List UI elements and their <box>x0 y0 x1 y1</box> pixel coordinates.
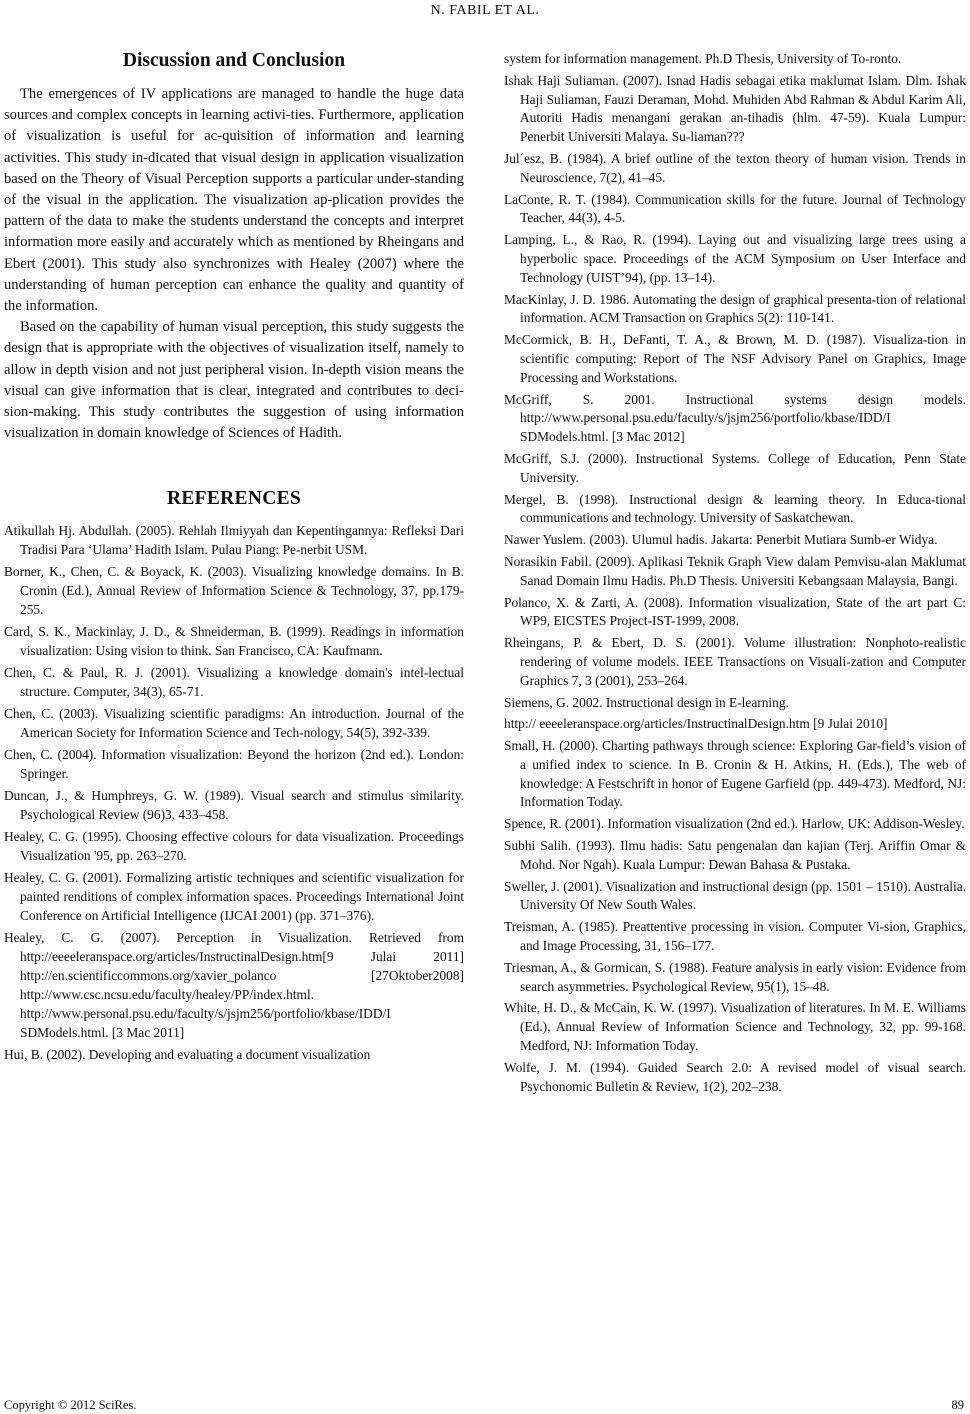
discussion-paragraph: The emergences of IV applications are managed to handle the huge data sources and complex concepts in learning activi-ties. Furthermore, application of visualization is useful for ac-quisition of information and learning activities. This study in-dicated that visual design in application visualization based on the Theory of Visual Perception supports a particular under-standing of the visual in the application. The visualization ap-plication provides the pattern of the data to make the students understand the concepts and interpret information more easily and accurately which as mentioned by Rheingans and Ebert (2001). This study also synchronizes with Healey (2007) where the understanding of human perception can enhance the quality and quantity of the information. <box>4 86 464 315</box>
reference-item: McGriff, S. 2001. Instructional systems design models. http://www.personal.psu.edu/faculty/s/jsjm256/portfolio/kbase/IDD/I SDModels.html. [3 Mac 2012] <box>504 391 966 445</box>
right-column <box>504 50 966 1099</box>
reference-item: Ishak Haji Suliaman. (2007). Isnad Hadis sebagai etika maklumat Islam. Dlm. Ishak Haji Suliaman, Fauzi Deraman, Mohd. Muhiden Abd Rahman & Abdul Karim Ali, Autoriti Hadis menangani gerakan an-tihadis (hlm. 47-59). Kuala Lumpur: Penerbit Universiti Malaya. Su-liaman??? <box>504 72 966 145</box>
reference-item: Chen, C. & Paul, R. J. (2001). Visualizing a knowledge domain's intel-lectual structure. Computer, 34(3), 65-71. <box>4 665 464 700</box>
reference-item: Siemens, G. 2002. Instructional design in E-learning. <box>504 694 789 710</box>
references-list-right <box>504 50 966 1096</box>
reference-item: system for information management. Ph.D Thesis, University of To-ronto. <box>504 51 902 66</box>
reference-item: Card, S. K., Mackinlay, J. D., & Shneiderman, B. (1999). Readings in information visualization: Using vision to think. San Francisco, CA: Kaufmann. <box>4 624 464 659</box>
reference-item: McCormick, B. H., DeFanti, T. A., & Brown, M. D. (1987). Visualiza-tion in scientific computing: Report of The NSF Advisory Panel on Graphics, Image Processing and Workstations. <box>504 332 966 385</box>
reference-item: Healey, C. G. (2001). Formalizing artistic techniques and scientific visualization for painted renditions of complex information spaces. Proceedings International Joint Conference on Artificial Intelligence (IJCAI 2001) (pp. 371–376). <box>4 870 464 924</box>
reference-item: Wolfe, J. M. (1994). Guided Search 2.0: A revised model of visual search. Psychonomic Bulletin & Review, 1(2), 202–238. <box>504 1059 966 1094</box>
reference-item: Polanco, X. & Zarti, A. (2008). Information visualization, State of the art part C: WP9, EICSTES Project-IST-1999, 2008. <box>504 594 966 629</box>
running-head: N. FABIL ET AL. <box>430 3 540 18</box>
reference-item: Healey, C. G. (2007). Perception in Visualization. Retrieved from http://eeeeleranspace.org/articles/InstructinalDesign.htm[9 Julai 2011] http://en.scientificcommons.org/xavier_polanco [27Oktober2008] http://www.csc.ncsu.edu/faculty/healey/PP/index.html. http://www.personal.psu.edu/faculty/s/jsjm256/portfolio/kbase/IDD/I SDModels.html. [3 Mac 2011] <box>4 930 464 1041</box>
copyright-notice: Copyright © 2012 SciRes. <box>4 1398 137 1412</box>
reference-item: Jul´esz, B. (1984). A brief outline of the texton theory of human vision. Trends in Neuroscience, 7(2), 41–45. <box>504 150 966 185</box>
reference-item: Spence, R. (2001). Information visualization (2nd ed.). Harlow, UK: Addison-Wesley. <box>504 816 965 832</box>
reference-item: Rheingans, P. & Ebert, D. S. (2001). Volume illustration: Nonphoto-realistic rendering of volume models. IEEE Transactions on Visuali-zation and Computer Graphics 7, 3 (2001), 253–264. <box>504 635 966 688</box>
reference-item: LaConte, R. T. (1984). Communication skills for the future. Journal of Technology Teacher, 44(3), 4-5. <box>504 191 966 226</box>
reference-item: Duncan, J., & Humphreys, G. W. (1989). Visual search and stimulus similarity. Psychological Review (96)3, 433–458. <box>4 788 464 823</box>
reference-item: Hui, B. (2002). Developing and evaluating a document visualization <box>4 1047 371 1063</box>
reference-item: Small, H. (2000). Charting pathways through science: Exploring Gar-field’s vision of a unified index to science. In B. Cronin & H. Atkins, H. (Eds.), The web of knowledge: A Festschrift in honor of Eugene Garfield (pp. 449-473). Medford, NJ: Information Today. <box>504 738 966 810</box>
reference-item: Mergel, B. (1998). Instructional design & learning theory. In Educa-tional communications and technology. University of Saskatchewan. <box>504 491 966 526</box>
reference-item: Treisman, A. (1985). Preattentive processing in vision. Computer Vi-sion, Graphics, and Image Processing, 31, 156–177. <box>504 919 966 954</box>
section-title-discussion: Discussion and Conclusion <box>122 50 346 71</box>
reference-item: Borner, K., Chen, C. & Boyack, K. (2003). Visualizing knowledge domains. In B. Cronin (Ed.), Annual Review of Information Science & Technology, 37, pp.179-255. <box>4 564 464 618</box>
reference-item: Chen, C. (2004). Information visualization: Beyond the horizon (2nd ed.). London: Springer. <box>4 747 464 782</box>
left-column <box>4 48 464 1067</box>
references-list-left <box>4 521 464 1064</box>
reference-item: Atikullah Hj. Abdullah. (2005). Rehlah Ilmiyyah dan Kepentingannya: Refleksi Dari Tradisi Para ‘Ulama’ Hadith Islam. Pulau Piang: Pe-nerbit USM. <box>4 523 464 558</box>
reference-item: MacKinlay, J. D. 1986. Automating the design of graphical presenta-tion of relational information. ACM Transaction on Graphics 5(2): 110-141. <box>504 291 966 326</box>
discussion-paragraph: Based on the capability of human visual perception, this study suggests the design that is appropriate with the objectives of visualization itself, namely to allow in depth vision and not just peripheral vision. In-depth vision means the visual can give information that is clear, integrated and contributes to deci-sion-making. This study contributes the suggestion of using information visualization in domain knowledge of Sciences of Hadith. <box>4 319 464 442</box>
reference-item: Nawer Yuslem. (2003). Ulumul hadis. Jakarta: Penerbit Mutiara Sumb-er Widya. <box>504 532 938 548</box>
reference-item: Triesman, A., & Gormican, S. (1988). Feature analysis in early vision: Evidence from search asymmetries. Psychological Review, 95(1), 15–48. <box>504 959 966 994</box>
reference-item: Lamping, L., & Rao, R. (1994). Laying out and visualizing large trees using a hyperbolic space. Proceedings of the ACM Symposium on User Interface and Technology (UIST’94), (pp. 13–14). <box>504 232 966 285</box>
reference-item: Sweller, J. (2001). Visualization and instructional design (pp. 1501 – 1510). Australia. University Of New South Wales. <box>504 878 966 913</box>
reference-item: White, H. D., & McCain, K. W. (1997). Visualization of literatures. In M. E. Williams (Ed.), Annual Review of Information Science and Technology, 32, pp. 99-168. Medford, NJ: Information Today. <box>504 1000 966 1054</box>
reference-item: Healey, C. G. (1995). Choosing effective colours for data visualization. Proceedings Visualization '95, pp. 263–270. <box>4 829 464 864</box>
reference-item: http:// eeeeleranspace.org/articles/InstructinalDesign.htm [9 Julai 2010] <box>504 716 888 732</box>
reference-item: McGriff, S.J. (2000). Instructional Systems. College of Education, Penn State University. <box>504 450 966 485</box>
reference-item: Chen, C. (2003). Visualizing scientific paradigms: An introduction. Journal of the American Society for Information Science and Tech-nology, 54(5), 392-339. <box>4 706 464 741</box>
reference-item: Subhi Salih. (1993). Ilmu hadis: Satu pengenalan dan kajian (Terj. Ariffin Omar & Mohd. Nor Ngah). Kuala Lumpur: Dewan Bahasa & Pustaka. <box>504 838 966 872</box>
reference-item: Norasikin Fabil. (2009). Aplikasi Teknik Graph View dalam Pemvisu-alan Maklumat Sanad Domain Ilmu Hadis. Ph.D Thesis. Universiti Kebangsaan Malaysia, Bangi. <box>504 553 966 588</box>
page-number: 89 <box>951 1398 964 1412</box>
section-title-references: REFERENCES <box>166 488 302 510</box>
